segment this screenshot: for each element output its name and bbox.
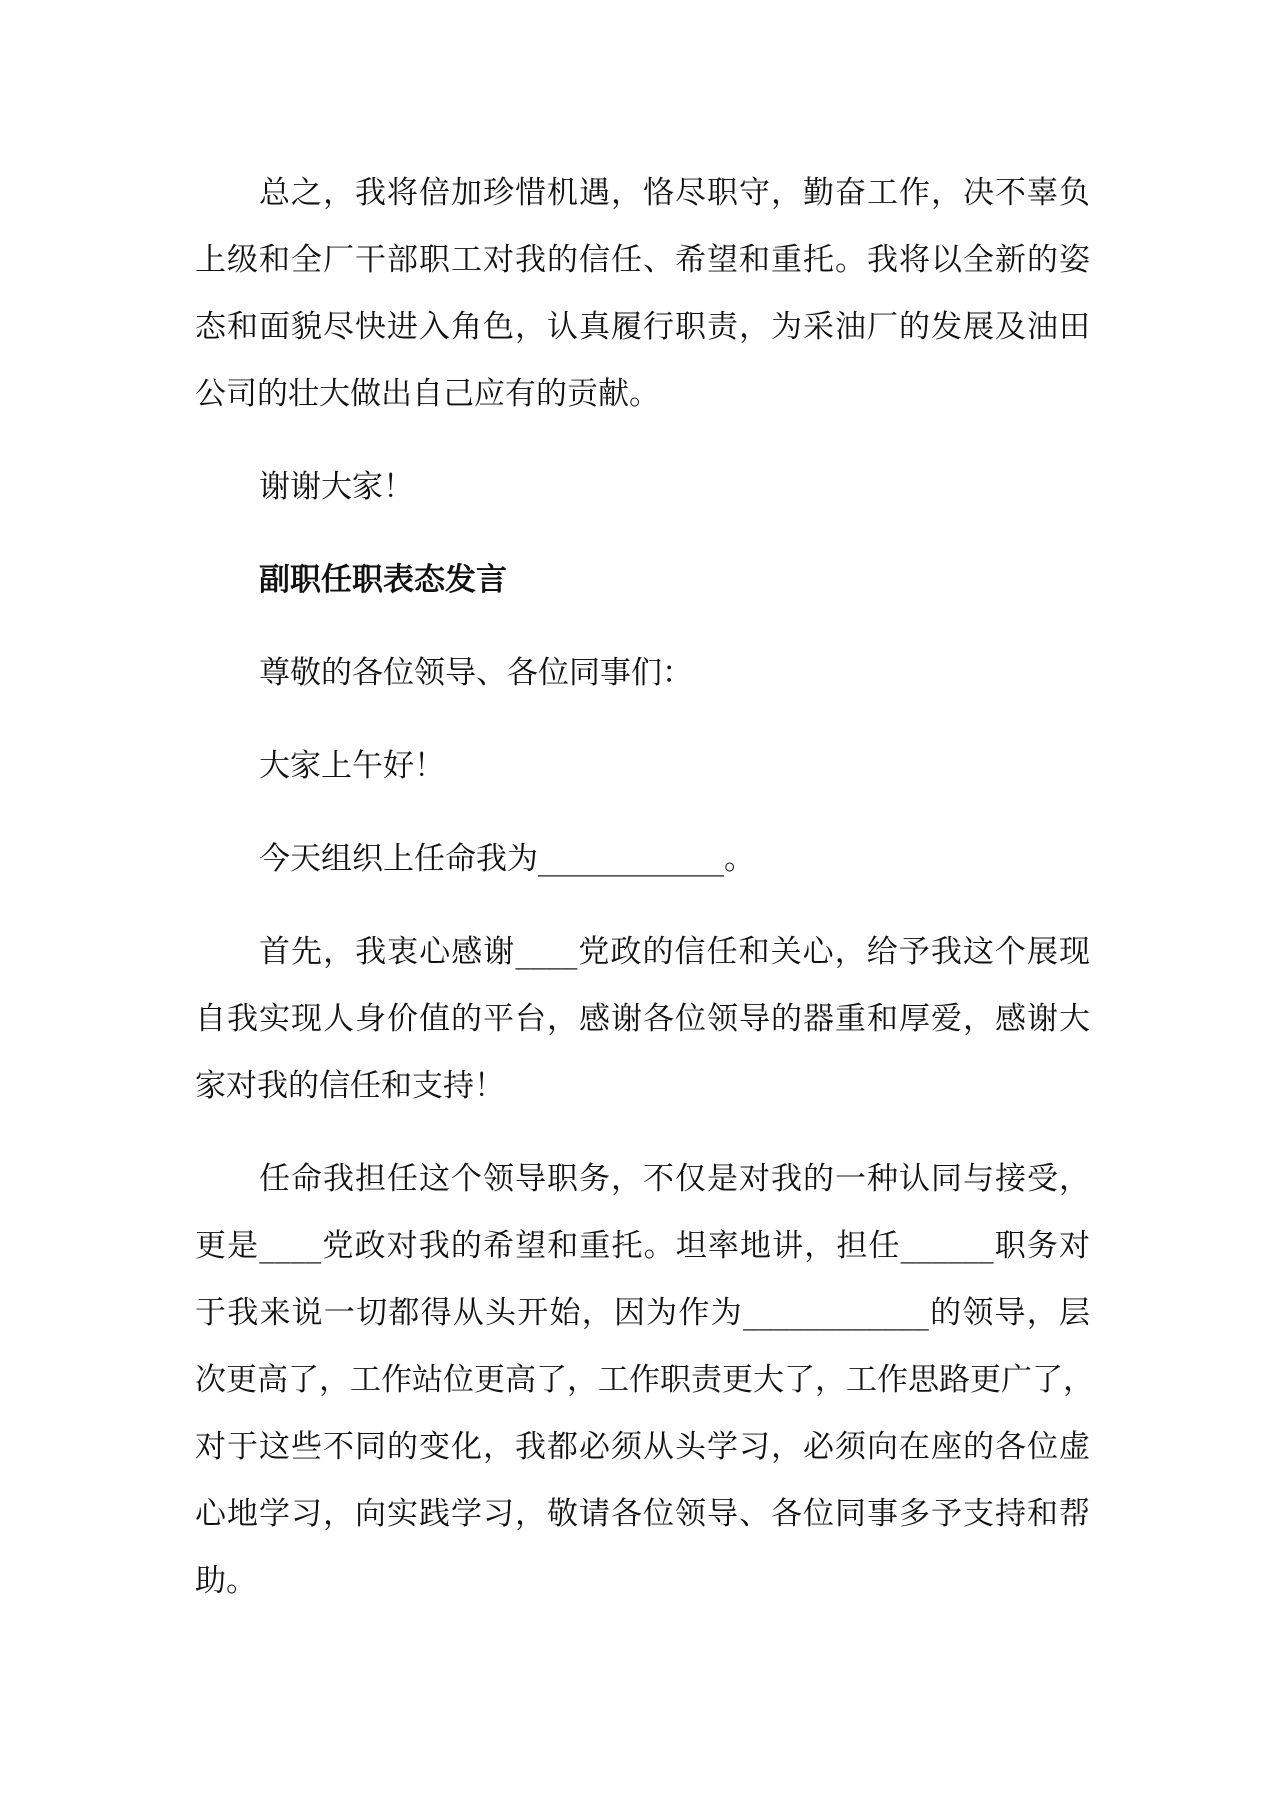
text-line: 对于这些不同的变化，我都必须从头学习，必须向在座的各位虚 bbox=[195, 1429, 1090, 1465]
text-line: 首先，我衷心感谢____党政的信任和关心，给予我这个展现 bbox=[259, 934, 1090, 970]
text-line: 谢谢大家！ bbox=[259, 469, 414, 505]
document-page bbox=[195, 160, 1094, 1641]
paragraph bbox=[195, 640, 1090, 707]
text-line: 公司的壮大做出自己应有的贡献。 bbox=[195, 376, 660, 412]
paragraph bbox=[195, 733, 1090, 800]
text-line: 大家上午好！ bbox=[259, 748, 445, 784]
paragraph bbox=[195, 1146, 1094, 1615]
text-line: 次更高了，工作站位更高了，工作职责更大了，工作思路更广了， bbox=[195, 1362, 1094, 1398]
text-line: 今天组织上任命我为____________。 bbox=[259, 841, 755, 877]
text-line: 自我实现人身价值的平台，感谢各位领导的器重和厚爱，感谢大 bbox=[195, 1001, 1090, 1037]
text-line: 尊敬的各位领导、各位同事们： bbox=[259, 655, 693, 691]
paragraph bbox=[195, 454, 1090, 521]
section-heading bbox=[195, 547, 1090, 614]
text-line: 于我来说一切都得从头开始，因为作为____________的领导，层 bbox=[195, 1295, 1090, 1331]
text-line: 总之，我将倍加珍惜机遇，恪尽职守，勤奋工作，决不辜负 bbox=[259, 175, 1090, 211]
text-line: 任命我担任这个领导职务，不仅是对我的一种认同与接受， bbox=[259, 1161, 1090, 1197]
paragraph bbox=[195, 160, 1090, 428]
text-line: 更是____党政对我的希望和重托。坦率地讲，担任______职务对 bbox=[195, 1228, 1090, 1264]
text-line: 心地学习，向实践学习，敬请各位领导、各位同事多予支持和帮 bbox=[195, 1496, 1090, 1532]
text-line: 助。 bbox=[195, 1563, 257, 1599]
text-line: 家对我的信任和支持！ bbox=[195, 1068, 505, 1104]
paragraph bbox=[195, 826, 1090, 893]
text-line: 副职任职表态发言 bbox=[259, 562, 507, 598]
paragraph bbox=[195, 919, 1090, 1120]
text-line: 态和面貌尽快进入角色，认真履行职责，为采油厂的发展及油田 bbox=[195, 309, 1090, 345]
text-line: 上级和全厂干部职工对我的信任、希望和重托。我将以全新的姿 bbox=[195, 242, 1090, 278]
